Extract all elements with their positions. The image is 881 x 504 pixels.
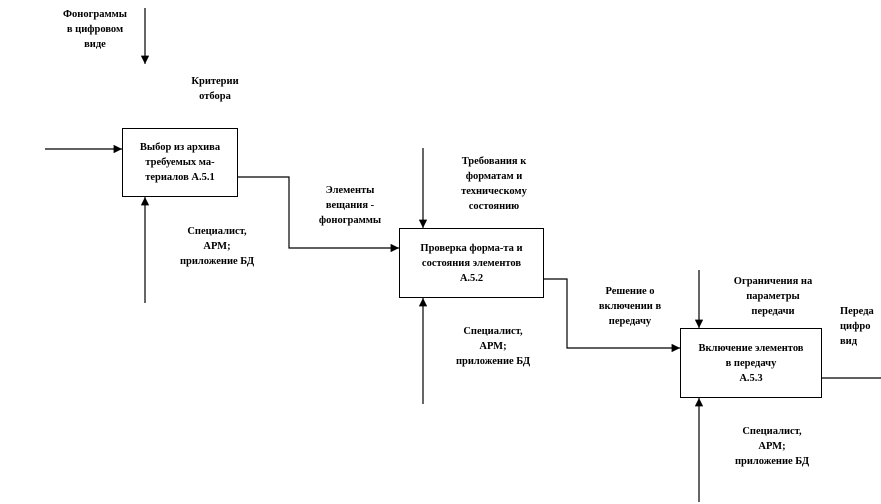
label-requirements: Требования к форматам и техническому состоянию — [461, 156, 527, 212]
block-a53-text: Включение элементов в передачу А.5.3 — [698, 342, 804, 384]
label-criteria: Критерии отбора — [191, 76, 239, 102]
label-top-input: Фонограммы в цифровом виде — [63, 9, 127, 50]
block-a53 — [680, 328, 822, 398]
label-output-cut: Переда цифро вид — [840, 306, 874, 347]
label-limits: Ограничения на параметры передачи — [733, 276, 813, 317]
block-a52-text: Проверка форма-та и состояния элементов А.5.2 — [420, 242, 523, 284]
label-decision: Решение о включении в передачу — [598, 286, 662, 327]
label-mech-a53: Специалист, АРМ; приложение БД — [734, 426, 810, 467]
label-mech-a52: Специалист, АРМ; приложение БД — [455, 326, 531, 367]
block-a51 — [122, 128, 238, 197]
label-elements: Элементы вещания - фонограммы — [318, 185, 382, 226]
block-a51-text: Выбор из архива требуемых ма- териалов А.5.1 — [139, 142, 221, 183]
label-mech-a51: Специалист, АРМ; приложение БД — [179, 226, 255, 267]
block-a52 — [399, 228, 544, 298]
